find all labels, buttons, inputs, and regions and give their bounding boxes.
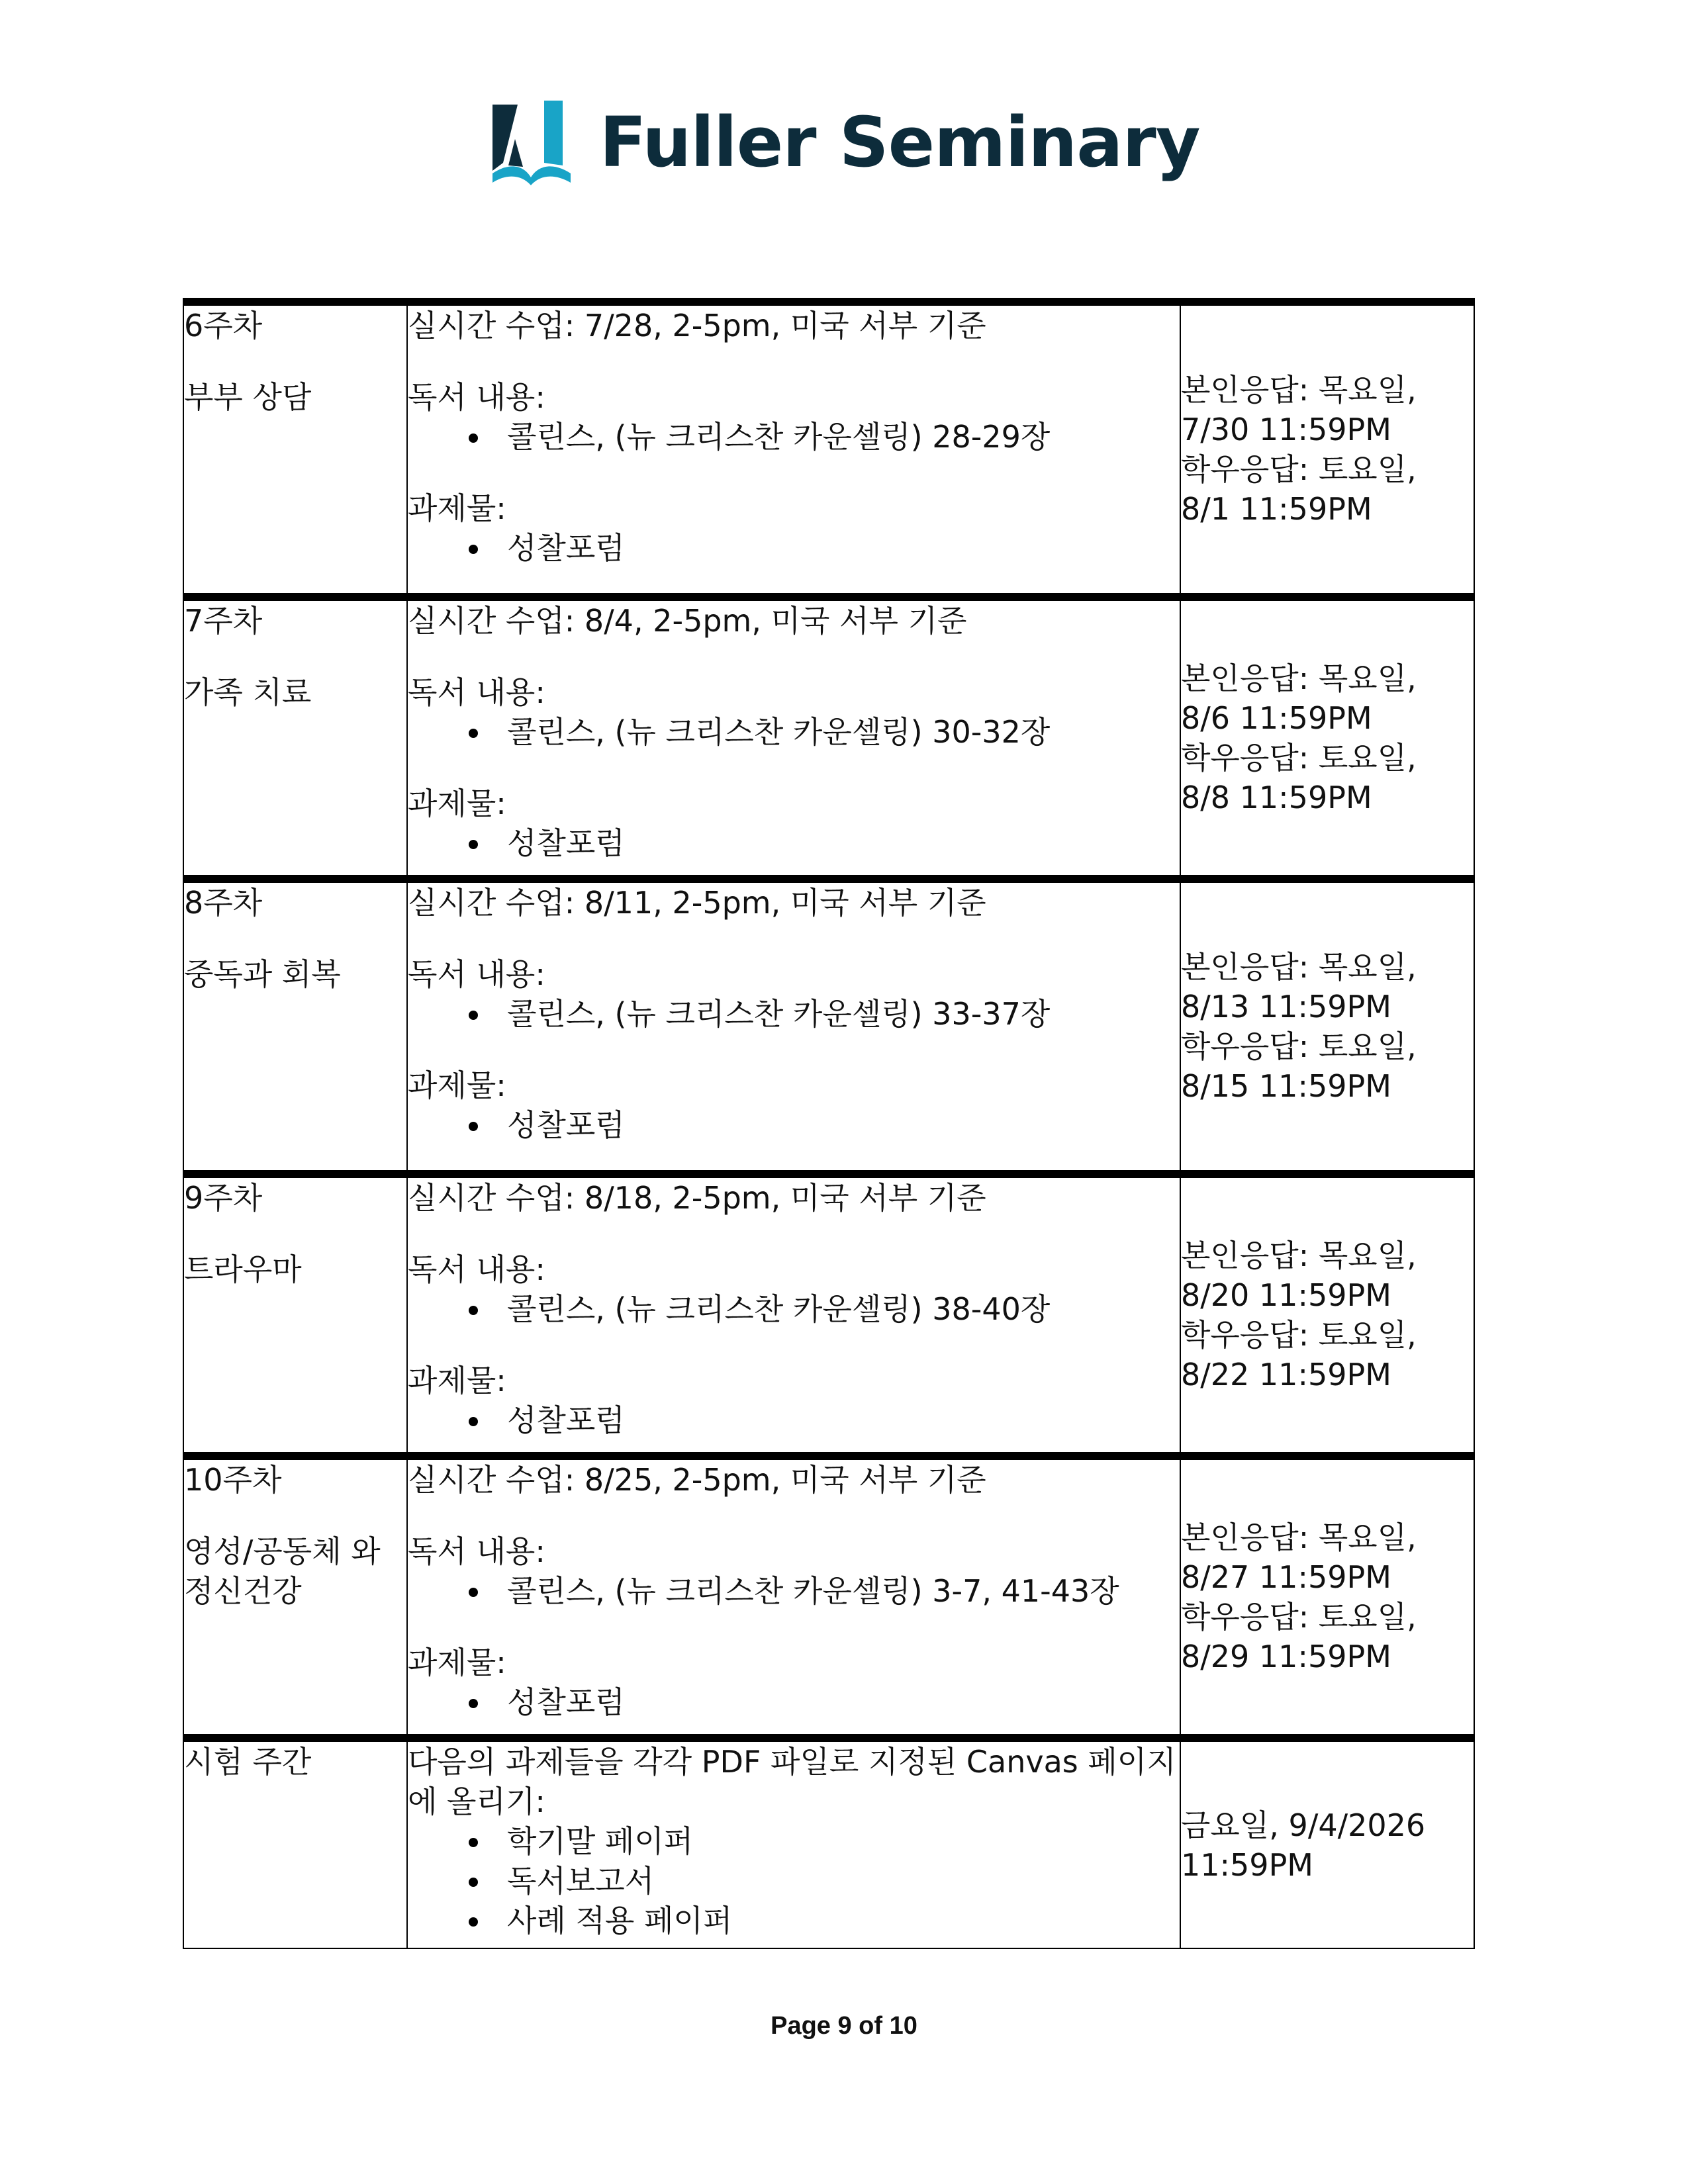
reading-item: 콜린스, (뉴 크리스찬 카운셀링) 30-32장 — [408, 712, 1180, 752]
due-line: 금요일, 9/4/2026 — [1181, 1807, 1426, 1843]
week-topic: 부부 상담 — [184, 379, 312, 415]
week-number: 8주차 — [184, 885, 263, 921]
reading-item: 콜린스, (뉴 크리스찬 카운셀링) 38-40장 — [408, 1289, 1180, 1329]
due-cell — [1180, 1174, 1474, 1456]
due-line: 8/22 11:59PM — [1181, 1357, 1391, 1392]
exam-item: 독서보고서 — [408, 1861, 1180, 1901]
due-line: 본인응답: 목요일, — [1181, 1238, 1417, 1273]
exam-week-row — [183, 1738, 1474, 1948]
schedule-table — [183, 298, 1475, 1949]
exam-item: 학기말 페이퍼 — [408, 1821, 1180, 1861]
due-line: 8/6 11:59PM — [1181, 700, 1372, 736]
live-session: 실시간 수업: 7/28, 2-5pm, 미국 서부 기준 — [408, 308, 986, 343]
due-cell — [1180, 597, 1474, 879]
week-number: 6주차 — [184, 308, 263, 343]
due-line: 학우응답: 토요일, — [1181, 1599, 1417, 1635]
reading-label: 독서 내용: — [408, 1533, 545, 1569]
due-line: 본인응답: 목요일, — [1181, 372, 1417, 408]
reading-label: 독서 내용: — [408, 379, 545, 415]
details-cell — [407, 597, 1180, 879]
page-header — [0, 93, 1688, 192]
assignment-item: 성찰포럼 — [408, 1400, 1180, 1440]
week-number: 10주차 — [184, 1462, 282, 1498]
week-topic: 중독과 회복 — [184, 956, 341, 992]
due-line: 학우응답: 토요일, — [1181, 1317, 1417, 1353]
due-line: 8/20 11:59PM — [1181, 1277, 1391, 1313]
live-session: 실시간 수업: 8/4, 2-5pm, 미국 서부 기준 — [408, 603, 967, 639]
week-row-10 — [183, 1456, 1474, 1738]
assignment-label: 과제물: — [408, 1068, 506, 1103]
week-row-9 — [183, 1174, 1474, 1456]
page-number: Page 9 of 10 — [771, 2012, 917, 2040]
reading-item: 콜린스, (뉴 크리스찬 카운셀링) 33-37장 — [408, 994, 1180, 1034]
due-line: 8/1 11:59PM — [1181, 491, 1372, 527]
assignment-item: 성찰포럼 — [408, 823, 1180, 863]
due-line: 8/8 11:59PM — [1181, 780, 1372, 815]
assignment-item: 성찰포럼 — [408, 1105, 1180, 1145]
details-cell — [407, 879, 1180, 1174]
due-line: 학우응답: 토요일, — [1181, 1028, 1417, 1064]
due-line: 8/29 11:59PM — [1181, 1639, 1391, 1674]
live-session: 실시간 수업: 8/11, 2-5pm, 미국 서부 기준 — [408, 885, 986, 921]
week-row-6 — [183, 302, 1474, 597]
assignment-label: 과제물: — [408, 490, 506, 526]
assignment-item: 성찰포럼 — [408, 528, 1180, 568]
exam-item: 사례 적용 페이퍼 — [408, 1901, 1180, 1940]
details-cell — [407, 1738, 1180, 1948]
assignment-item: 성찰포럼 — [408, 1682, 1180, 1722]
reading-item: 콜린스, (뉴 크리스찬 카운셀링) 28-29장 — [408, 417, 1180, 457]
week-cell — [183, 1174, 407, 1456]
due-line: 11:59PM — [1181, 1846, 1313, 1883]
due-cell — [1180, 302, 1474, 597]
logo-text: Fuller Seminary — [599, 102, 1200, 183]
week-cell — [183, 879, 407, 1174]
details-cell — [407, 1456, 1180, 1738]
due-line: 학우응답: 토요일, — [1181, 451, 1417, 487]
week-cell — [183, 1738, 407, 1948]
due-cell — [1180, 1738, 1474, 1948]
details-cell — [407, 302, 1180, 597]
due-cell — [1180, 879, 1474, 1174]
week-row-8 — [183, 879, 1474, 1174]
reading-label: 독서 내용: — [408, 674, 545, 710]
open-book-icon — [489, 99, 575, 185]
week-number: 9주차 — [184, 1180, 263, 1216]
week-cell — [183, 597, 407, 879]
live-session: 실시간 수업: 8/18, 2-5pm, 미국 서부 기준 — [408, 1180, 986, 1216]
week-topic: 트라우마 — [184, 1251, 302, 1287]
reading-label: 독서 내용: — [408, 956, 545, 992]
reading-label: 독서 내용: — [408, 1251, 545, 1287]
assignment-label: 과제물: — [408, 1645, 506, 1680]
due-line: 본인응답: 목요일, — [1181, 660, 1417, 696]
week-topic: 가족 치료 — [184, 674, 312, 710]
reading-item: 콜린스, (뉴 크리스찬 카운셀링) 3-7, 41-43장 — [408, 1571, 1180, 1611]
week-cell — [183, 1456, 407, 1738]
week-row-7 — [183, 597, 1474, 879]
assignment-label: 과제물: — [408, 1363, 506, 1398]
due-line: 본인응답: 목요일, — [1181, 1520, 1417, 1555]
week-number: 7주차 — [184, 603, 263, 639]
due-line: 8/27 11:59PM — [1181, 1559, 1391, 1595]
due-cell — [1180, 1456, 1474, 1738]
exam-instructions: 다음의 과제들을 각각 PDF 파일로 지정된 Canvas 페이지에 올리기: — [408, 1744, 1176, 1819]
week-topic: 영성/공동체 와 정신건강 — [184, 1533, 381, 1609]
due-line: 학우응답: 토요일, — [1181, 740, 1417, 776]
due-line: 7/30 11:59PM — [1181, 412, 1391, 447]
week-number: 시험 주간 — [184, 1744, 312, 1780]
live-session: 실시간 수업: 8/25, 2-5pm, 미국 서부 기준 — [408, 1462, 986, 1498]
assignment-label: 과제물: — [408, 786, 506, 821]
due-line: 8/13 11:59PM — [1181, 989, 1391, 1024]
due-line: 본인응답: 목요일, — [1181, 949, 1417, 985]
due-line: 8/15 11:59PM — [1181, 1068, 1391, 1104]
details-cell — [407, 1174, 1180, 1456]
week-cell — [183, 302, 407, 597]
